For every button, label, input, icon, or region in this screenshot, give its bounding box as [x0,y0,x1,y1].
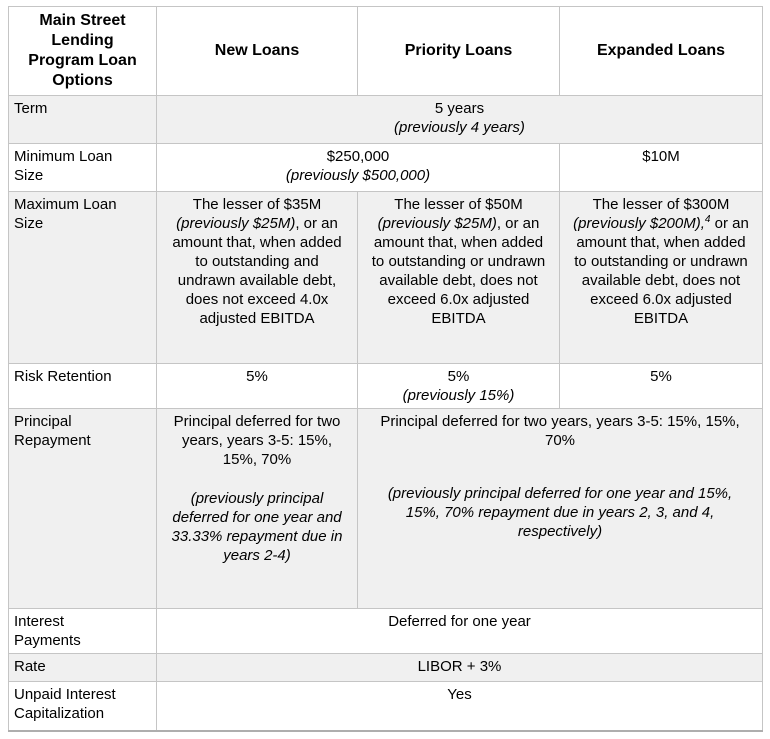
interest-payments-value-cell: Deferred for one year [157,609,763,654]
column-header-expanded-loans: Expanded Loans [560,7,763,96]
maximum-loan-priority-text-cont: , or an amount that, when added to outstanding or undrawn available debt, does not exceed 6.0x adjusted EBITDA [371,215,546,327]
row-label-rate: Rate [9,654,157,682]
column-header-new-loans: New Loans [157,7,358,96]
term-value: 5 years [434,100,485,117]
row-label-term: Term [9,96,157,144]
maximum-loan-priority-text: The lesser of $50M [394,196,523,213]
row-minimum-loan-size [9,144,763,192]
rate-value-cell: LIBOR + 3% [157,654,763,682]
risk-retention-new-cell: 5% [157,364,358,409]
maximum-loan-new-previous: (previously $25M) [176,215,296,232]
maximum-loan-expanded-text: The lesser of $300M [592,196,730,213]
row-principal-repayment [9,409,763,609]
maximum-loan-new-text-cont: , or an amount that, when added to outstanding and undrawn available debt, does not exceed 4.0x adjusted EBITDA [172,215,342,327]
minimum-loan-expanded-cell: $10M [560,144,763,192]
minimum-loan-new-priority-cell [157,144,560,192]
risk-retention-priority-previous: (previously 15%) [402,387,515,404]
term-value-cell [157,96,763,144]
row-label-interest-payments: Interest Payments [9,609,157,654]
row-rate [9,654,763,682]
row-interest-payments [9,609,763,654]
maximum-loan-new-cell [157,192,358,364]
principal-repayment-new-previous: (previously principal deferred for one year and 33.33% repayment due in years 2-4) [171,490,343,564]
row-unpaid-interest-capitalization [9,682,763,731]
minimum-loan-previous: (previously $500,000) [285,167,431,184]
row-label-principal-repayment: Principal Repayment [9,409,157,609]
column-header-priority-loans: Priority Loans [358,7,560,96]
risk-retention-priority-cell [358,364,560,409]
maximum-loan-new-text: The lesser of $35M [192,196,322,213]
maximum-loan-expanded-previous: (previously $200M), [573,215,705,232]
principal-repayment-priority-expanded-previous: (previously principal deferred for one year and 15%, 15%, 70% repayment due in years 2, 3, and 4, respectively) [387,485,733,540]
unpaid-interest-capitalization-value-cell: Yes [157,682,763,731]
risk-retention-priority-value: 5% [447,368,470,385]
principal-repayment-new-cell [157,409,358,609]
footnote-marker: 4 [704,214,711,225]
principal-repayment-priority-expanded-cell [358,409,763,609]
row-term [9,96,763,144]
row-label-unpaid-interest-capitalization: Unpaid Interest Capitalization [9,682,157,731]
principal-repayment-new-value: Principal deferred for two years, years 3-5: 15%, 15%, 70% [173,413,341,468]
row-risk-retention [9,364,763,409]
row-label-maximum-loan-size: Maximum Loan Size [9,192,157,364]
maximum-loan-expanded-text-cont: or an amount that, when added to outstanding or undrawn available debt, does not exceed 6.0x adjusted EBITDA [574,215,749,327]
term-previous: (previously 4 years) [394,119,525,136]
row-label-risk-retention: Risk Retention [9,364,157,409]
row-label-minimum-loan-size: Minimum Loan Size [9,144,157,192]
table-header-row [9,7,763,96]
maximum-loan-priority-previous: (previously $25M) [377,215,497,232]
table-title-cell: Main Street Lending Program Loan Options [9,7,157,96]
risk-retention-expanded-cell: 5% [560,364,763,409]
maximum-loan-priority-cell [358,192,560,364]
row-maximum-loan-size [9,192,763,364]
loan-options-table [8,6,763,732]
principal-repayment-priority-expanded-value: Principal deferred for two years, years 3-5: 15%, 15%, 70% [380,413,740,449]
maximum-loan-expanded-cell [560,192,763,364]
minimum-loan-value: $250,000 [326,148,390,165]
